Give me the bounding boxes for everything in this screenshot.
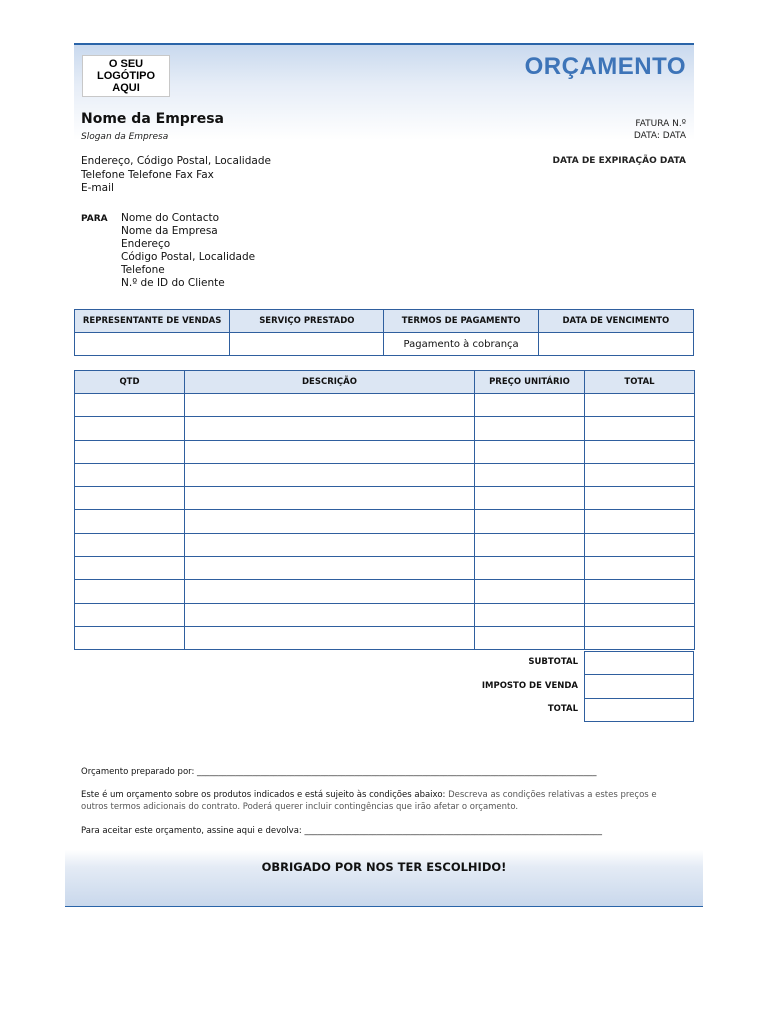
- service-cell[interactable]: [230, 333, 384, 356]
- company-name: Nome da Empresa: [81, 111, 224, 127]
- line-item-row: [75, 626, 695, 649]
- line-total-cell[interactable]: [585, 463, 695, 486]
- line-item-row: [75, 463, 695, 486]
- unit-price-cell[interactable]: [475, 394, 585, 417]
- logo-line-1: O SEU LOGÓTIPO: [96, 58, 156, 82]
- recipient-contact: Nome do Contacto: [121, 212, 220, 224]
- description-cell[interactable]: [185, 557, 475, 580]
- thank-you-message: OBRIGADO POR NOS TER ESCOLHIDO!: [261, 860, 507, 874]
- recipient-phone: Telefone: [121, 264, 165, 276]
- unit-price-cell[interactable]: [475, 440, 585, 463]
- description-cell[interactable]: [185, 487, 475, 510]
- line-total-cell[interactable]: [585, 626, 695, 649]
- unit-price-cell[interactable]: [475, 626, 585, 649]
- qty-cell[interactable]: [75, 510, 185, 533]
- qty-cell[interactable]: [75, 394, 185, 417]
- description-cell[interactable]: [185, 580, 475, 603]
- conditions-text: [81, 790, 681, 813]
- unit-price-cell[interactable]: [475, 557, 585, 580]
- line-item-row: [75, 533, 695, 556]
- conditions-detail: Descreva as condições relativas a estes preços e outros termos adicionais do contrato. Poderá querer incluir contingências que irão afetar o orçamento.: [81, 790, 657, 812]
- line-total-cell[interactable]: [585, 557, 695, 580]
- company-email: E-mail: [81, 182, 114, 194]
- sales-tax-label: IMPOSTO DE VENDA: [481, 681, 578, 691]
- company-address-block: [81, 155, 271, 196]
- quote-date: DATA: DATA: [633, 131, 686, 141]
- description-cell[interactable]: [185, 440, 475, 463]
- header-payment-terms: TERMOS DE PAGAMENTO: [384, 310, 538, 333]
- qty-cell[interactable]: [75, 626, 185, 649]
- header-sales-rep: REPRESENTANTE DE VENDAS: [75, 310, 230, 333]
- line-total-cell[interactable]: [585, 603, 695, 626]
- header-unit-price: PREÇO UNITÁRIO: [475, 371, 585, 394]
- header-qty: QTD: [75, 371, 185, 394]
- qty-cell[interactable]: [75, 533, 185, 556]
- qty-cell[interactable]: [75, 463, 185, 486]
- description-cell[interactable]: [185, 626, 475, 649]
- line-total-cell[interactable]: [585, 533, 695, 556]
- unit-price-cell[interactable]: [475, 580, 585, 603]
- sales-info-table: [74, 309, 694, 356]
- line-item-row: [75, 487, 695, 510]
- qty-cell[interactable]: [75, 603, 185, 626]
- header-due-date: DATA DE VENCIMENTO: [538, 310, 693, 333]
- qty-cell[interactable]: [75, 580, 185, 603]
- expiry-date: DATA DE EXPIRAÇÃO DATA: [552, 156, 686, 166]
- line-item-row: [75, 440, 695, 463]
- unit-price-cell[interactable]: [475, 463, 585, 486]
- total-value[interactable]: [585, 698, 694, 721]
- line-total-cell[interactable]: [585, 394, 695, 417]
- qty-cell[interactable]: [75, 557, 185, 580]
- payment-terms-cell[interactable]: Pagamento à cobrança: [384, 333, 538, 356]
- line-item-row: [75, 510, 695, 533]
- recipient-company: Nome da Empresa: [121, 225, 218, 237]
- description-cell[interactable]: [185, 463, 475, 486]
- line-total-cell[interactable]: [585, 440, 695, 463]
- logo-line-2: AQUI: [112, 82, 140, 94]
- sales-rep-cell[interactable]: [75, 333, 230, 356]
- prepared-by-line[interactable]: Orçamento preparado por: ______________________________________________________________________________________________: [81, 767, 597, 777]
- quote-footer: [65, 755, 703, 907]
- company-phone-fax: Telefone Telefone Fax Fax: [81, 168, 214, 181]
- header-description: DESCRIÇÃO: [185, 371, 475, 394]
- line-item-row: [75, 394, 695, 417]
- description-cell[interactable]: [185, 533, 475, 556]
- qty-cell[interactable]: [75, 487, 185, 510]
- due-date-cell[interactable]: [538, 333, 693, 356]
- recipient-postal: Código Postal, Localidade: [121, 251, 256, 263]
- qty-cell[interactable]: [75, 417, 185, 440]
- line-total-cell[interactable]: [585, 580, 695, 603]
- qty-cell[interactable]: [75, 440, 185, 463]
- line-item-row: [75, 557, 695, 580]
- line-total-cell[interactable]: [585, 417, 695, 440]
- unit-price-cell[interactable]: [475, 487, 585, 510]
- unit-price-cell[interactable]: [475, 603, 585, 626]
- unit-price-cell[interactable]: [475, 417, 585, 440]
- conditions-intro: Este é um orçamento sobre os produtos indicados e está sujeito às condições abaixo:: [81, 790, 446, 800]
- sales-row: [75, 333, 694, 356]
- subtotal-value[interactable]: [585, 652, 694, 675]
- company-address: Endereço, Código Postal, Localidade: [81, 155, 271, 167]
- description-cell[interactable]: [185, 394, 475, 417]
- description-cell[interactable]: [185, 603, 475, 626]
- recipient-block: [121, 212, 255, 290]
- recipient-address: Endereço: [121, 238, 171, 250]
- line-item-row: [75, 417, 695, 440]
- items-header-row: [75, 371, 695, 394]
- invoice-number: FATURA N.º: [635, 119, 686, 129]
- description-cell[interactable]: [185, 417, 475, 440]
- line-items-table: [74, 370, 695, 650]
- line-item-row: [75, 603, 695, 626]
- logo-placeholder: [82, 55, 170, 97]
- line-total-cell[interactable]: [585, 487, 695, 510]
- recipient-label: PARA: [81, 214, 108, 224]
- quote-page: [74, 43, 694, 735]
- unit-price-cell[interactable]: [475, 510, 585, 533]
- recipient-client-id: N.º de ID do Cliente: [121, 277, 225, 289]
- line-total-cell[interactable]: [585, 510, 695, 533]
- header-total: TOTAL: [585, 371, 695, 394]
- sales-tax-value[interactable]: [585, 675, 694, 698]
- signature-line[interactable]: Para aceitar este orçamento, assine aqui e devolva: ______________________________________________________________________: [81, 826, 602, 836]
- company-slogan: Slogan da Empresa: [81, 132, 169, 142]
- subtotal-label: SUBTOTAL: [528, 657, 578, 667]
- description-cell[interactable]: [185, 510, 475, 533]
- sales-header-row: [75, 310, 694, 333]
- document-title: ORÇAMENTO: [524, 53, 686, 80]
- totals-table: [584, 651, 694, 722]
- header-service: SERVIÇO PRESTADO: [230, 310, 384, 333]
- line-item-row: [75, 580, 695, 603]
- unit-price-cell[interactable]: [475, 533, 585, 556]
- total-label: TOTAL: [547, 704, 578, 714]
